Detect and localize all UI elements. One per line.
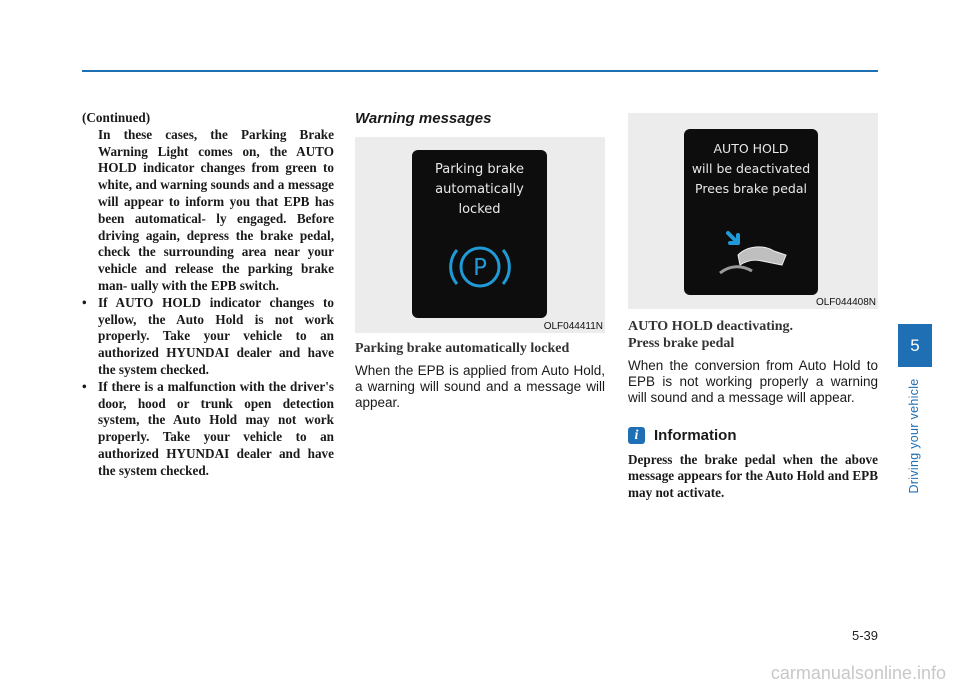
bullet-icon: •	[82, 294, 87, 310]
screen-line: Parking brake	[435, 162, 524, 177]
screen-line: will be deactivated	[691, 161, 811, 176]
body-text: When the conversion from Auto Hold to EPB is not working properly a warning will sound and a message will appear.	[628, 358, 878, 406]
information-header	[628, 427, 878, 444]
chapter-tab: 5	[898, 324, 932, 367]
figure-auto-hold-deactivating	[628, 113, 878, 309]
parking-brake-icon	[448, 242, 512, 292]
column-1	[82, 110, 334, 480]
screen-line: automatically	[435, 182, 524, 197]
foot-on-pedal-icon	[708, 221, 798, 281]
cluster-display	[684, 129, 818, 295]
svg-text:P: P	[473, 255, 487, 281]
continued-label: (Continued)	[82, 110, 151, 125]
column-2	[355, 110, 605, 411]
body-text: When the EPB is applied from Auto Hold, a warning will sound and a message will appear.	[355, 362, 605, 410]
bullet-list	[82, 295, 334, 480]
watermark: carmanualsonline.info	[770, 663, 946, 683]
screen-line: AUTO HOLD	[713, 141, 789, 156]
section-title: Warning messages	[355, 110, 492, 127]
figure-code: OLF044408N	[815, 297, 876, 308]
page-number: 5-39	[851, 628, 878, 643]
figure-code: OLF044411N	[543, 321, 603, 332]
figure-parking-brake-locked	[355, 137, 605, 333]
information-title: Information	[654, 426, 737, 444]
list-item: • If AUTO HOLD indicator changes to yellow, the Auto Hold is not work properly. Take your vehicle to an authorized HYUNDAI dealer and have the system checked.	[82, 294, 334, 377]
intro-paragraph: In these cases, the Parking Brake Warning Light comes on, the AUTO HOLD indicator changes from green to white, and warning sounds and a message will appear to inform you that EPB has been automatical- ly engaged. Before driving again, depress the brake pedal, check the surrounding area near your vehicle and release the parking brake man- ually with the EPB switch.	[98, 126, 334, 293]
top-rule	[82, 70, 878, 72]
info-icon: i	[628, 427, 645, 444]
list-item: • If there is a malfunction with the driver's door, hood or trunk open detection system, the Auto Hold may not work properly. Take your vehicle to an authorized HYUNDAI dealer and have the system checked.	[82, 378, 334, 478]
subheading: AUTO HOLD deactivating. Press brake pedal	[628, 319, 794, 351]
bullet-icon: •	[82, 378, 87, 394]
chapter-title: Driving your vehicle	[907, 378, 921, 494]
subheading: Parking brake automatically locked	[355, 341, 570, 356]
column-3	[628, 110, 878, 502]
information-body: Depress the brake pedal when the above message appears for the Auto Hold and EPB may not activate.	[628, 451, 878, 501]
screen-line: locked	[458, 202, 501, 217]
screen-line: Prees brake pedal	[695, 181, 807, 196]
cluster-display	[412, 150, 547, 318]
